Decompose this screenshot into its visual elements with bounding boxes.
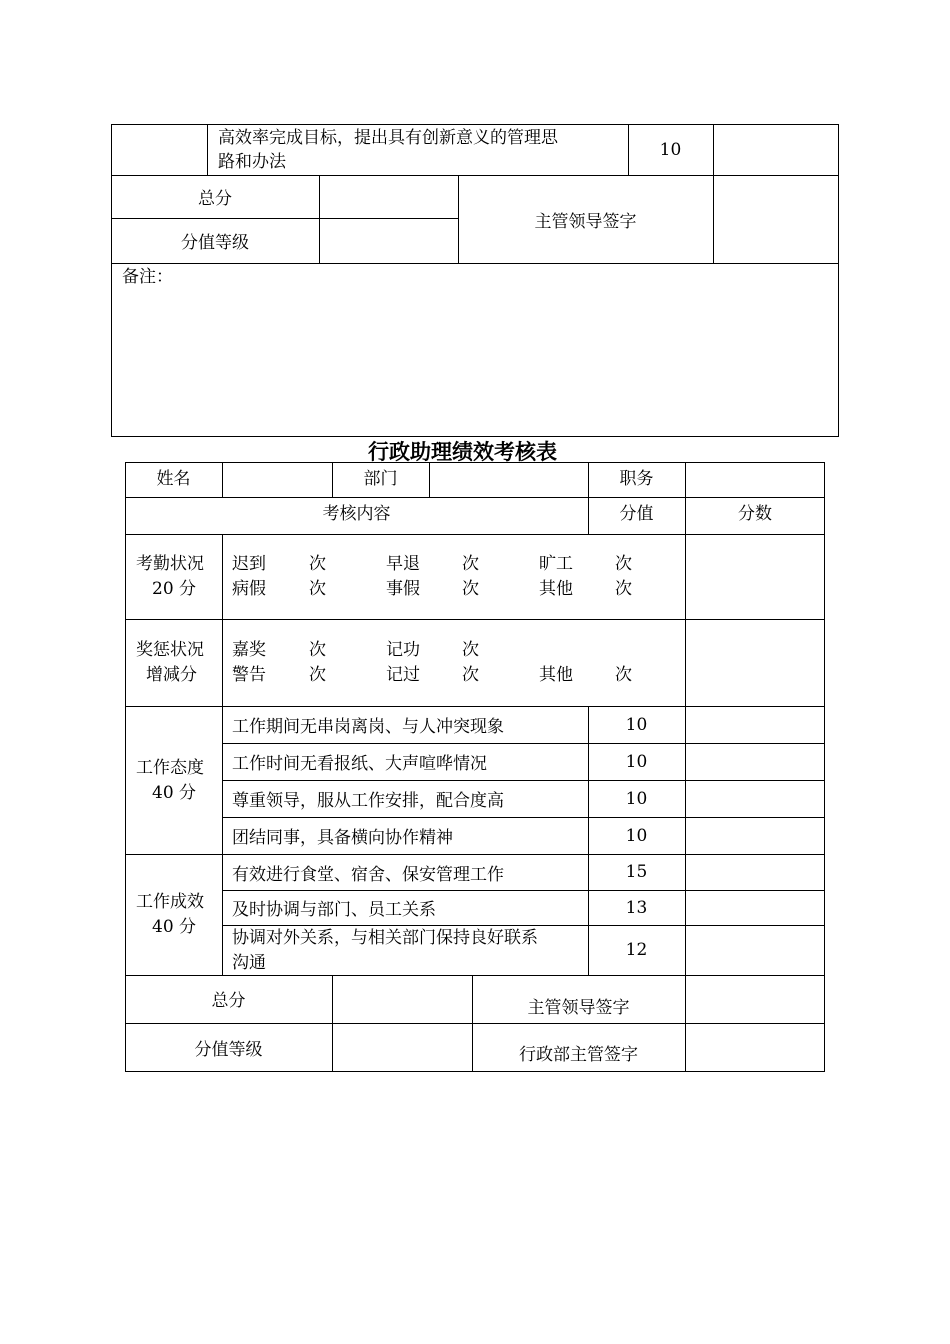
prev-criterion-points: 10 xyxy=(659,139,682,160)
name-label: 姓名 xyxy=(156,468,191,489)
score-header: 分数 xyxy=(738,503,772,524)
rewards-label-line2: 增减分 xyxy=(146,665,197,685)
attendance-label-line1: 考勤状况 xyxy=(136,554,204,574)
prev-table-row-divider xyxy=(111,263,839,264)
attendance-item: 其他 xyxy=(539,579,573,599)
results-item-text: 有效进行食堂、宿舍、保安管理工作 xyxy=(232,864,504,885)
reward-item: 嘉奖 xyxy=(232,640,266,660)
prev-criterion-text-line2: 路和办法 xyxy=(218,152,286,172)
attendance-count-unit: 次 xyxy=(462,579,479,599)
points-header: 分值 xyxy=(619,503,654,524)
grade-label: 分值等级 xyxy=(194,1040,263,1060)
dept-field[interactable] xyxy=(429,462,588,497)
attitude-label-line1: 工作态度 xyxy=(136,758,204,778)
results-label-line2: 40 分 xyxy=(152,917,197,937)
attitude-label-line2: 40 分 xyxy=(152,783,197,803)
reward-item: 警告 xyxy=(232,665,266,685)
attitude-item-points: 10 xyxy=(625,788,648,809)
prev-table-col-divider xyxy=(713,124,714,263)
reward-item: 记功 xyxy=(386,640,420,660)
attitude-item-score-field[interactable] xyxy=(685,706,825,743)
reward-count-unit: 次 xyxy=(309,665,326,685)
prev-criterion-text-line1: 高效率完成目标，提出具有创新意义的管理思 xyxy=(218,128,558,148)
prev-total-label: 总分 xyxy=(198,189,232,209)
attitude-item-points: 10 xyxy=(625,714,648,735)
attendance-score-field[interactable] xyxy=(685,534,825,619)
results-item-text: 及时协调与部门、员工关系 xyxy=(232,900,436,920)
total-field[interactable] xyxy=(332,975,472,1023)
attendance-item: 事假 xyxy=(386,579,420,599)
content-header: 考核内容 xyxy=(322,503,391,524)
attitude-item-text: 团结同事，具备横向协作精神 xyxy=(232,828,453,848)
attendance-count-unit: 次 xyxy=(462,554,479,574)
attitude-item-score-field[interactable] xyxy=(685,780,825,817)
reward-item: 记过 xyxy=(386,665,420,685)
attitude-item-points: 10 xyxy=(625,751,648,772)
reward-item: 其他 xyxy=(539,665,573,685)
form-title: 行政助理绩效考核表 xyxy=(368,439,557,464)
results-item-points: 15 xyxy=(625,862,648,882)
attendance-count-unit: 次 xyxy=(309,554,326,574)
attendance-item: 早退 xyxy=(386,554,420,574)
rewards-label-line1: 奖惩状况 xyxy=(136,640,204,660)
attitude-item-text: 尊重领导，服从工作安排，配合度高 xyxy=(232,791,504,811)
supervisor-sign-label: 主管领导签字 xyxy=(527,997,630,1018)
supervisor-sign-field[interactable] xyxy=(685,975,825,1023)
attendance-item: 旷工 xyxy=(539,554,573,574)
results-item-points: 12 xyxy=(625,940,648,960)
prev-remarks-label: 备注： xyxy=(122,267,173,287)
results-item-score-field[interactable] xyxy=(685,854,825,890)
results-item-score-field[interactable] xyxy=(685,890,825,925)
results-label-line1: 工作成效 xyxy=(136,892,204,912)
attendance-count-unit: 次 xyxy=(615,554,632,574)
dept-label: 部门 xyxy=(363,468,398,489)
attitude-item-text: 工作期间无串岗离岗、与人冲突现象 xyxy=(232,717,504,737)
results-item-points: 13 xyxy=(625,897,648,918)
prev-table-col-divider xyxy=(319,175,320,263)
attendance-item: 迟到 xyxy=(232,554,266,574)
attendance-count-unit: 次 xyxy=(615,579,632,599)
table-col-divider xyxy=(222,534,223,975)
attendance-count-unit: 次 xyxy=(309,579,326,599)
reward-count-unit: 次 xyxy=(462,640,479,660)
attendance-item: 病假 xyxy=(232,579,266,599)
results-item-text-line1: 协调对外关系，与相关部门保持良好联系 xyxy=(232,928,538,948)
grade-field[interactable] xyxy=(332,1023,472,1072)
prev-table-col-divider xyxy=(207,124,208,175)
position-label: 职务 xyxy=(619,468,654,489)
attitude-item-score-field[interactable] xyxy=(685,817,825,854)
results-item-text-line2: 沟通 xyxy=(232,953,266,973)
attitude-item-points: 10 xyxy=(625,825,648,846)
position-field[interactable] xyxy=(685,462,825,497)
prev-grade-label: 分值等级 xyxy=(181,233,249,253)
total-label: 总分 xyxy=(211,990,246,1011)
admin-sign-label: 行政部主管签字 xyxy=(519,1045,638,1065)
attendance-label-line2: 20 分 xyxy=(152,579,197,599)
name-field[interactable] xyxy=(222,462,332,497)
admin-sign-field[interactable] xyxy=(685,1023,825,1072)
reward-count-unit: 次 xyxy=(462,665,479,685)
results-item-score-field[interactable] xyxy=(685,925,825,975)
rewards-score-field[interactable] xyxy=(685,619,825,706)
reward-count-unit: 次 xyxy=(309,640,326,660)
reward-count-unit: 次 xyxy=(615,665,632,685)
attitude-item-text: 工作时间无看报纸、大声喧哗情况 xyxy=(232,754,487,774)
prev-supervisor-sign-label: 主管领导签字 xyxy=(534,211,637,232)
attitude-item-score-field[interactable] xyxy=(685,743,825,780)
